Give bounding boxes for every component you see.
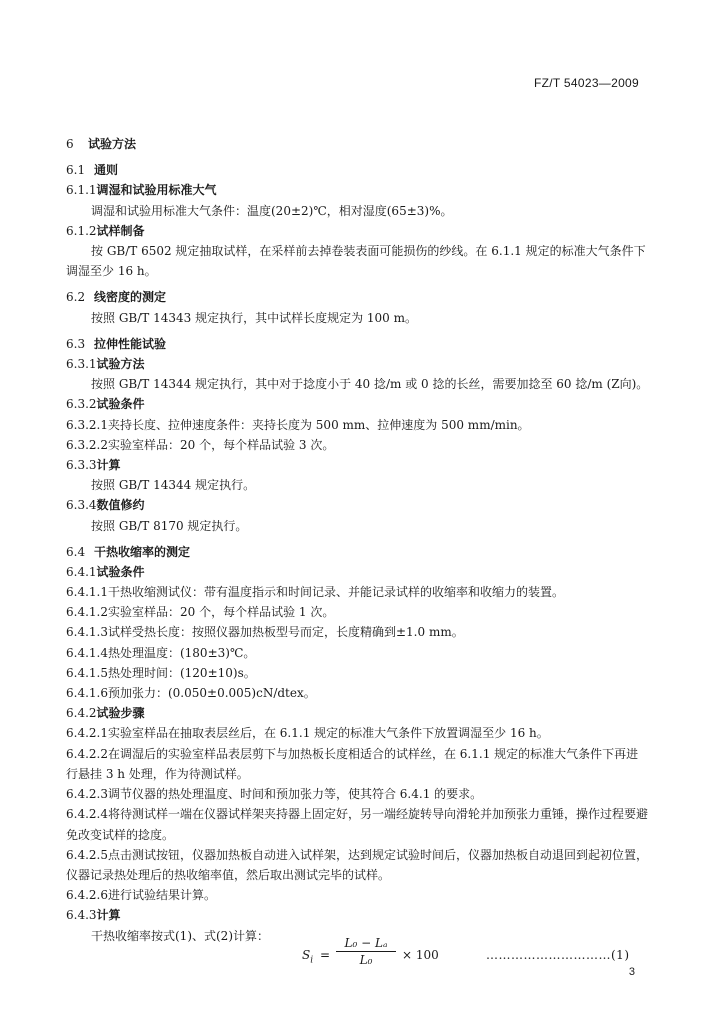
paragraph: 干热收缩率按式(1)、式(2)计算： bbox=[91, 928, 269, 943]
section-heading bbox=[66, 542, 650, 562]
clause-text: 试样受热长度：按照仪器加热板型号而定，长度精确到±1.0 mm。 bbox=[107, 625, 464, 640]
section-title: 试验步骤 bbox=[96, 706, 145, 721]
clause-number: 6.4.2.1 bbox=[66, 726, 108, 741]
clause-item bbox=[66, 643, 650, 663]
section-title: 试验方法 bbox=[88, 137, 137, 151]
formula-times: × 100 bbox=[402, 948, 439, 962]
section-title: 试验条件 bbox=[96, 397, 145, 412]
section-heading bbox=[66, 455, 650, 475]
clause-number: 6.4.1.5 bbox=[66, 665, 108, 680]
clause-item bbox=[66, 602, 650, 622]
section-heading bbox=[66, 354, 650, 374]
clause-item bbox=[66, 663, 650, 683]
section-number: 6.4.2 bbox=[66, 706, 97, 721]
section-heading bbox=[66, 221, 650, 241]
formula-denominator: L₀ bbox=[359, 953, 373, 967]
paragraph: 按照 GB/T 8170 规定执行。 bbox=[91, 518, 248, 533]
section-title: 调湿和试验用标准大气 bbox=[96, 183, 217, 198]
clause-item bbox=[66, 622, 650, 642]
clause-text: 热处理时间：(120±10)s。 bbox=[107, 665, 256, 680]
section-number: 6.4.3 bbox=[66, 908, 97, 923]
clause-number: 6.4.2.3 bbox=[66, 787, 108, 802]
clause-number: 6.4.1.3 bbox=[66, 625, 108, 640]
clause-item bbox=[66, 885, 650, 905]
clause-text: 实验室样品：20 个，每个样品试验 3 次。 bbox=[107, 437, 335, 452]
document-body bbox=[66, 124, 650, 946]
clause-text: 在调湿后的实验室样品表层剪下与加热板长度相适合的试样丝，在 6.1.1 规定的标准大气条件下再进行悬挂 3 h 处理，作为待测试样。 bbox=[66, 746, 639, 781]
section-title: 干热收缩率的测定 bbox=[94, 544, 191, 559]
clause-text: 点击测试按钮，仪器加热板自动进入试样架，达到规定试验时间后，仪器加热板自动退回到起初位置，仪器记录热处理后的热收缩率值，然后取出测试完毕的试样。 bbox=[66, 847, 648, 882]
section-heading bbox=[66, 495, 650, 515]
section-title: 拉伸性能试验 bbox=[94, 336, 167, 351]
clause-text: 将待测试样一端在仪器试样架夹持器上固定好，另一端经旋转导向滑轮并加预张力重锤，操作过程要避免改变试样的捻度。 bbox=[66, 807, 648, 842]
section-number: 6.3.1 bbox=[66, 356, 97, 371]
section-heading bbox=[66, 160, 650, 180]
clause-item bbox=[66, 435, 650, 455]
formula-lhs: $S_i$ bbox=[302, 948, 314, 966]
formula-number: …………………………(1) bbox=[486, 948, 630, 962]
clause-item bbox=[66, 804, 650, 844]
clause-item bbox=[66, 784, 650, 804]
formula-numerator: L₀ − Lₐ bbox=[336, 936, 396, 952]
clause-text: 调节仪器的热处理温度、时间和预加张力等，使其符合 6.4.1 的要求。 bbox=[107, 787, 483, 802]
section-heading bbox=[66, 180, 650, 200]
paragraph: 调湿和试验用标准大气条件：温度(20±2)℃，相对湿度(65±3)%。 bbox=[91, 203, 453, 218]
section-number: 6.3.2 bbox=[66, 397, 97, 412]
paragraph: 按照 GB/T 14343 规定执行，其中试样长度规定为 100 m。 bbox=[91, 310, 417, 325]
section-heading bbox=[66, 562, 650, 582]
section-heading bbox=[66, 287, 650, 307]
section-title: 试验方法 bbox=[96, 356, 145, 371]
formula-equals: = bbox=[320, 948, 331, 962]
clause-text: 进行试验结果计算。 bbox=[107, 888, 216, 903]
section-title: 数值修约 bbox=[96, 498, 145, 513]
paragraph: 按照 GB/T 14344 规定执行，其中对于捻度小于 40 捻/m 或 0 捻的长丝，需要加捻至 60 捻/m (Z向)。 bbox=[91, 377, 649, 392]
paragraph: 按 GB/T 6502 规定抽取试样，在采样前去掉卷装表面可能损伤的纱线。在 6.1.1 规定的标准大气条件下调湿至少 16 h。 bbox=[66, 243, 646, 279]
section-title: 试验条件 bbox=[96, 564, 145, 579]
section-number: 6 bbox=[66, 137, 74, 151]
section-number: 6.1.2 bbox=[66, 223, 97, 238]
section-title: 通则 bbox=[94, 163, 119, 178]
section-number: 6.1 bbox=[66, 163, 86, 178]
standard-code: FZ/T 54023—2009 bbox=[533, 76, 639, 90]
clause-item bbox=[66, 744, 650, 784]
section-title: 线密度的测定 bbox=[94, 290, 167, 305]
clause-item bbox=[66, 683, 650, 703]
section-title: 计算 bbox=[96, 908, 121, 923]
clause-text: 预加张力：(0.050±0.005)cN/dtex。 bbox=[107, 686, 316, 701]
clause-number: 6.3.2.1 bbox=[66, 417, 108, 432]
clause-item bbox=[66, 723, 650, 743]
clause-number: 6.4.1.6 bbox=[66, 686, 108, 701]
clause-text: 实验室样品：20 个，每个样品试验 1 次。 bbox=[107, 605, 335, 620]
section-number: 6.3.3 bbox=[66, 457, 97, 472]
section-title: 计算 bbox=[96, 457, 121, 472]
section-number: 6.4 bbox=[66, 544, 86, 559]
section-heading bbox=[66, 134, 650, 154]
clause-number: 6.4.2.4 bbox=[66, 807, 108, 822]
section-heading bbox=[66, 394, 650, 414]
clause-number: 6.4.1.4 bbox=[66, 645, 108, 660]
section-number: 6.1.1 bbox=[66, 183, 97, 198]
clause-text: 热处理温度：(180±3)℃。 bbox=[107, 645, 256, 660]
section-number: 6.2 bbox=[66, 290, 86, 305]
clause-item bbox=[66, 415, 650, 435]
clause-number: 6.4.2.2 bbox=[66, 746, 108, 761]
formula-fraction bbox=[336, 936, 396, 967]
section-number: 6.4.1 bbox=[66, 564, 97, 579]
paragraph: 按照 GB/T 14344 规定执行。 bbox=[91, 478, 256, 493]
section-number: 6.3 bbox=[66, 336, 86, 351]
section-heading bbox=[66, 703, 650, 723]
formula bbox=[66, 936, 650, 976]
clause-item bbox=[66, 845, 650, 885]
clause-text: 夹持长度、拉伸速度条件：夹持长度为 500 mm、拉伸速度为 500 mm/min。 bbox=[107, 417, 530, 432]
section-number: 6.3.4 bbox=[66, 498, 97, 513]
clause-text: 干热收缩测试仪：带有温度指示和时间记录、并能记录试样的收缩率和收缩力的装置。 bbox=[107, 585, 564, 600]
clause-number: 6.4.1.1 bbox=[66, 585, 108, 600]
page-number: 3 bbox=[628, 966, 635, 978]
clause-number: 6.3.2.2 bbox=[66, 437, 108, 452]
clause-number: 6.4.2.6 bbox=[66, 888, 108, 903]
section-heading bbox=[66, 905, 650, 925]
clause-number: 6.4.2.5 bbox=[66, 847, 108, 862]
clause-number: 6.4.1.2 bbox=[66, 605, 108, 620]
section-heading bbox=[66, 334, 650, 354]
clause-item bbox=[66, 582, 650, 602]
clause-text: 实验室样品在抽取表层丝后，在 6.1.1 规定的标准大气条件下放置调湿至少 16 h。 bbox=[107, 726, 549, 741]
section-title: 试样制备 bbox=[96, 223, 145, 238]
